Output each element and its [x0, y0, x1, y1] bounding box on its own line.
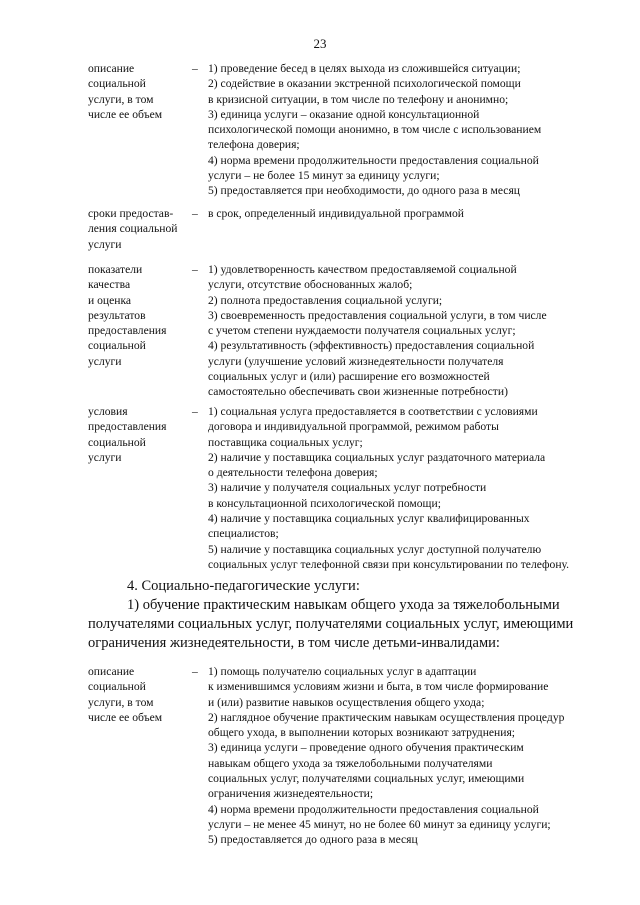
row-value: 1) проведение бесед в целях выхода из сложившейся ситуации; 2) содействие в оказании экстренной психологической помощи в кризисной ситуации, в том числе по телефону и анонимно; 3) единица услуги – оказание одной консультационной психологической помощи анонимно, в том числе с использованием телефона доверия; 4) норма времени продолжительности предоставления социальной услуги – не более 15 минут за единицу услуги; 5) предоставляется при необходимости, до одного раза в месяц: [208, 62, 542, 198]
row-label: показатели качества и оценка результатов предоставления социальной услуги: [88, 263, 167, 368]
page-number: 23: [313, 36, 327, 51]
row-label: описание социальной услуги, в том числе ее объем: [88, 665, 163, 724]
row-quality-indicators: [88, 262, 598, 400]
row-conditions: [88, 404, 598, 572]
row-dash: –: [192, 207, 198, 220]
row-value: в срок, определенный индивидуальной программой: [208, 207, 464, 220]
row-dash: –: [192, 405, 198, 418]
row-label: условия предоставления социальной услуги: [88, 405, 167, 464]
row-description-2: [88, 664, 598, 848]
row-label: сроки предостав- ления социальной услуги: [88, 207, 178, 251]
row-value: 1) социальная услуга предоставляется в соответствии с условиями договора и индивидуальной программой, режимом работы поставщика социальных услуг; 2) наличие у поставщика социальных услуг раздаточного материала о деятельности телефона доверия; 3) наличие у получателя социальных услуг потребности в консультационной психологической помощи; 4) наличие у поставщика социальных услуг квалифицированных специалистов; 5) наличие у поставщика социальных услуг доступной получателю социальных услуг телефонной связи при консультировании по телефону.: [208, 405, 570, 571]
row-description-1: [88, 61, 598, 199]
section-heading: 4. Социально-педагогические услуги:: [127, 578, 360, 594]
row-value: 1) помощь получателю социальных услуг в адаптации к изменившимся условиям жизни и быта, в том числе формирование и (или) развитие навыков осуществления общего ухода; 2) наглядное обучение практическим навыкам осуществления процедур общего ухода, в выполнении которых возникают затруднения; 3) единица услуги – проведение одного обучения практическим навыкам общего ухода за тяжелобольными получателями социальных услуг, получателями социальных услуг, имеющими ограничения жизнедеятельности; 4) норма времени продолжительности предоставления социальной услуги – не менее 45 минут, но не более 60 минут за единицу услуги; 5) предоставляется до одного раза в месяц: [208, 665, 565, 847]
row-dash: –: [192, 62, 198, 75]
row-label: описание социальной услуги, в том числе ее объем: [88, 62, 163, 121]
row-value: 1) удовлетворенность качеством предоставляемой социальной услуги, отсутствие обоснованных жалоб; 2) полнота предоставления социальной услуги; 3) своевременность предоставления социальной услуги, в том числе с учетом степени нуждаемости получателя социальных услуг; 4) результативность (эффективность) предоставления социальной услуги (улучшение условий жизнедеятельности получателя социальных услуг и (или) расширение его возможностей самостоятельно обеспечивать свои жизненные потребности): [208, 263, 547, 399]
row-dash: –: [192, 665, 198, 678]
section-paragraph: 1) обучение практическим навыкам общего ухода за тяжелобольными получателями социальных услуг, получателями социальных услуг, имеющими ограничения жизнедеятельности, в том числе детьми-инвалидами:: [88, 597, 574, 651]
section-4: [88, 577, 598, 653]
row-dash: –: [192, 263, 198, 276]
row-terms: [88, 206, 598, 252]
